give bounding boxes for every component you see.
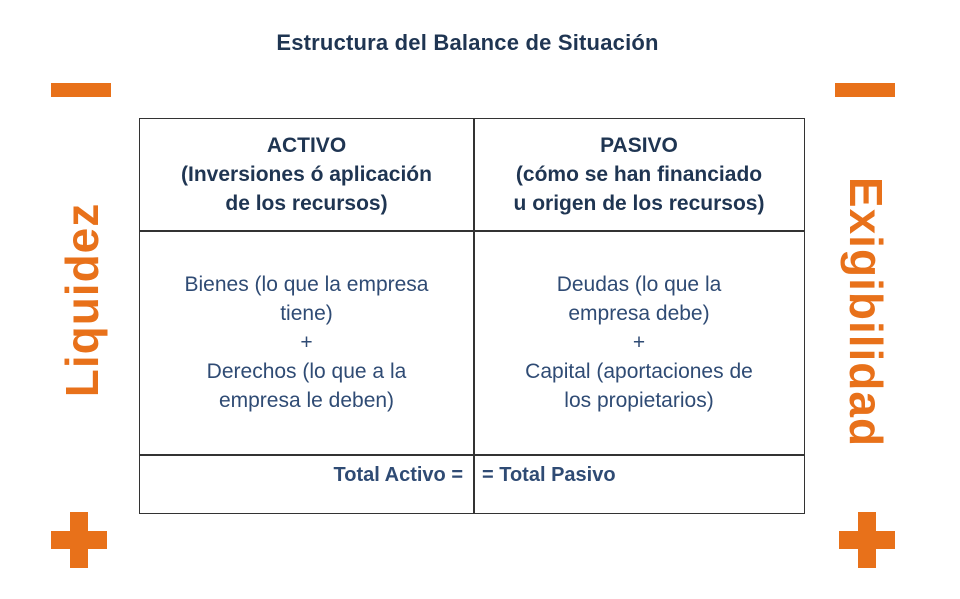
balance-table [139, 118, 805, 514]
page-title: Estructura del Balance de Situación [276, 30, 659, 55]
activo-header-line: (Inversiones ó aplicación [181, 163, 432, 186]
minus-icon [51, 83, 111, 97]
plus-icon [839, 512, 895, 568]
pasivo-body-line: los propietarios) [564, 389, 714, 412]
pasivo-header-line: PASIVO [600, 134, 678, 157]
plus-icon [51, 512, 107, 568]
pasivo-header-line: (cómo se han financiado [515, 163, 763, 186]
total-activo-cell: Total Activo = [333, 463, 463, 486]
pasivo-body-line: + [632, 331, 646, 354]
activo-body-line: tiene) [280, 302, 333, 325]
activo-header-line: de los recursos) [225, 192, 388, 215]
exigibilidad-axis-label: Exigibilidad [840, 176, 892, 448]
total-pasivo-cell: = Total Pasivo [482, 463, 616, 486]
pasivo-header-cell [474, 119, 804, 230]
pasivo-body-line: Capital (aportaciones de [525, 360, 753, 383]
activo-body-line: Derechos (lo que a la [206, 360, 407, 383]
activo-body-line: empresa le deben) [218, 389, 395, 412]
liquidez-axis-label: Liquidez [56, 202, 108, 398]
pasivo-body-line: Deudas (lo que la [556, 273, 722, 296]
pasivo-header-line: u origen de los recursos) [513, 192, 765, 215]
activo-body-cell [140, 231, 473, 454]
pasivo-body-line: empresa debe) [568, 302, 710, 325]
minus-icon [835, 83, 895, 97]
activo-body-line: + [300, 331, 313, 354]
activo-body-line: Bienes (lo que la empresa [184, 273, 429, 296]
activo-header-line: ACTIVO [266, 134, 347, 157]
activo-header-cell [140, 119, 473, 230]
pasivo-body-cell [474, 231, 804, 454]
